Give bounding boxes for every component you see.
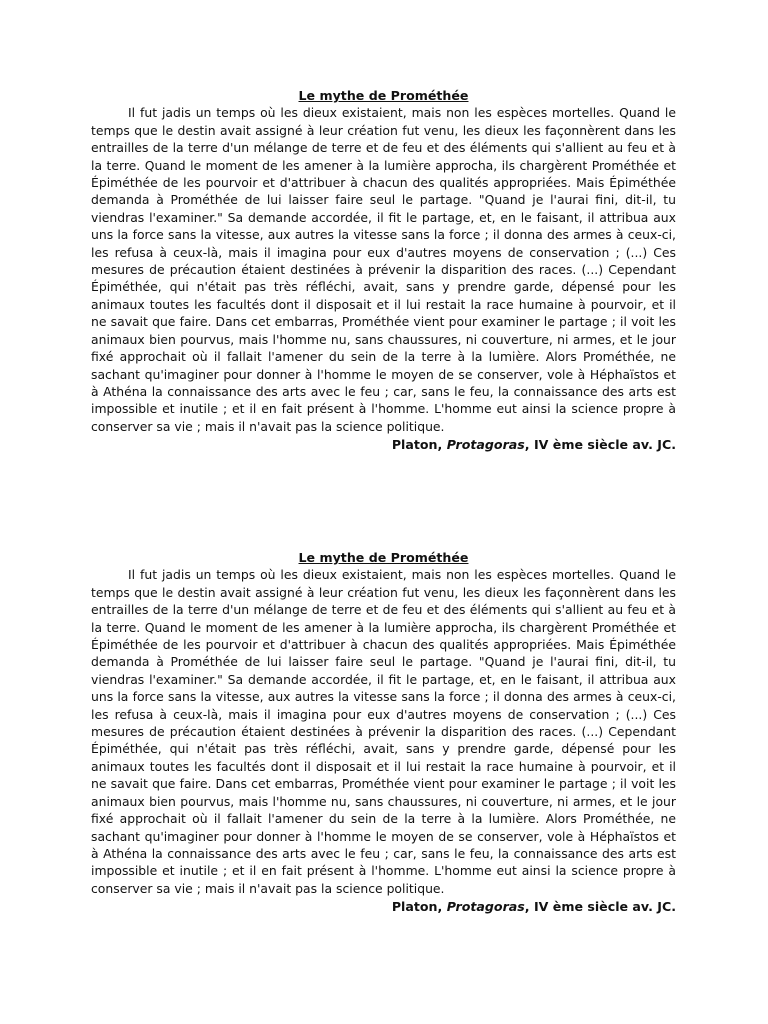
excerpt-body: Il fut jadis un temps où les dieux existaient, mais non les espèces mortelles. Quand le temps que le destin avait assigné à leur création fut venu, les dieux les façonnèrent dans les entrailles de la terre d'un mélange de terre et de feu et des éléments qui s'allient au feu et à la terre. Quand le moment de les amener à la lumière approcha, ils chargèrent Prométhée et Épiméthée de les pourvoir et d'attribuer à chacun des qualités appropriées. Mais Épiméthée demanda à Prométhée de lui laisser faire seul le partage. "Quand je l'aurai fini, dit-il, tu viendras l'examiner." Sa demande accordée, il fit le partage, et, en le faisant, il attribua aux uns la force sans la vitesse, aux autres la vitesse sans la force ; il donna des armes à ceux-ci, les refusa à ceux-là, mais il imagina pour eux d'autres moyens de conservation ; (...) Ces mesures de précaution étaient destinées à prévenir la disparition des races. (...) Cependant Épiméthée, qui n'était pas très réfléchi, avait, sans y prendre garde, dépensé pour les animaux toutes les facultés dont il disposait et il lui restait la race humaine à pourvoir, et il ne savait que faire. Dans cet embarras, Prométhée vient pour examiner le partage ; il voit les animaux bien pourvus, mais l'homme nu, sans chaussures, ni couverture, ni armes, et le jour fixé approchait où il fallait l'amener du sein de la terre à la lumière. Alors Prométhée, ne sachant qu'imaginer pour donner à l'homme le moyen de se conserver, vole à Héphaïstos et à Athéna la connaissance des arts avec le feu ; car, sans le feu, la connaissance des arts est impossible et inutile ; et il en fait présent à l'homme. L'homme eut ainsi la science propre à conserver sa vie ; mais il n'avait pas la science politique. — [91, 567, 676, 896]
citation-author: Platon, — [391, 899, 447, 915]
excerpt-block — [91, 549, 676, 917]
citation-work: Protagoras — [446, 899, 525, 915]
excerpt-citation — [91, 435, 676, 455]
excerpt-title: Le mythe de Prométhée — [298, 550, 469, 565]
excerpt-block — [91, 87, 676, 455]
excerpt-body: Il fut jadis un temps où les dieux existaient, mais non les espèces mortelles. Quand le temps que le destin avait assigné à leur création fut venu, les dieux les façonnèrent dans les entrailles de la terre d'un mélange de terre et de feu et des éléments qui s'allient au feu et à la terre. Quand le moment de les amener à la lumière approcha, ils chargèrent Prométhée et Épiméthée de les pourvoir et d'attribuer à chacun des qualités appropriées. Mais Épiméthée demanda à Prométhée de lui laisser faire seul le partage. "Quand je l'aurai fini, dit-il, tu viendras l'examiner." Sa demande accordée, il fit le partage, et, en le faisant, il attribua aux uns la force sans la vitesse, aux autres la vitesse sans la force ; il donna des armes à ceux-ci, les refusa à ceux-là, mais il imagina pour eux d'autres moyens de conservation ; (...) Ces mesures de précaution étaient destinées à prévenir la disparition des races. (...) Cependant Épiméthée, qui n'était pas très réfléchi, avait, sans y prendre garde, dépensé pour les animaux toutes les facultés dont il disposait et il lui restait la race humaine à pourvoir, et il ne savait que faire. Dans cet embarras, Prométhée vient pour examiner le partage ; il voit les animaux bien pourvus, mais l'homme nu, sans chaussures, ni couverture, ni armes, et le jour fixé approchait où il fallait l'amener du sein de la terre à la lumière. Alors Prométhée, ne sachant qu'imaginer pour donner à l'homme le moyen de se conserver, vole à Héphaïstos et à Athéna la connaissance des arts avec le feu ; car, sans le feu, la connaissance des arts est impossible et inutile ; et il en fait présent à l'homme. L'homme eut ainsi la science propre à conserver sa vie ; mais il n'avait pas la science politique. — [91, 105, 676, 434]
excerpt-title: Le mythe de Prométhée — [298, 88, 469, 103]
excerpt-citation — [91, 897, 676, 917]
citation-work: Protagoras — [446, 437, 525, 453]
citation-author: Platon, — [391, 437, 447, 453]
citation-date: , IV ème siècle av. JC. — [524, 437, 676, 453]
citation-date: , IV ème siècle av. JC. — [524, 899, 676, 915]
